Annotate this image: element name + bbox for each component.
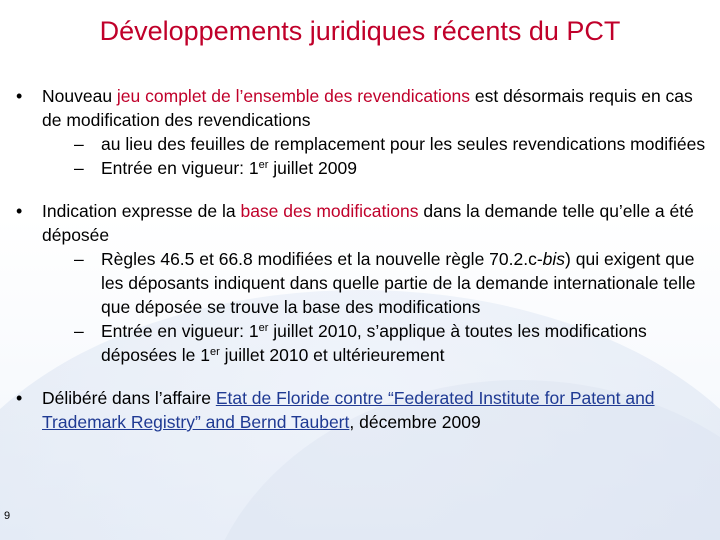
sub-bullet-text: Entrée en vigueur: 1 bbox=[101, 321, 259, 341]
highlight-text: base des modifications bbox=[240, 201, 419, 221]
superscript: er bbox=[258, 322, 269, 334]
sub-bullet-replacement-sheets bbox=[74, 132, 706, 156]
sub-bullet-text: juillet 2010, s’applique à toutes les modifications déposées le 1 bbox=[101, 321, 647, 365]
bullet-text: Délibéré dans l’affaire bbox=[42, 388, 216, 408]
sub-bullet-text: au lieu des feuilles de remplacement pour les seules revendications modifiées bbox=[101, 134, 706, 154]
bullet-text: est désormais requis en cas de modification des revendications bbox=[42, 86, 693, 130]
sub-bullet-effective-date-2009 bbox=[74, 156, 706, 180]
slide-content bbox=[16, 84, 706, 453]
sub-bullet-text: juillet 2009 bbox=[268, 158, 357, 178]
superscript: er bbox=[258, 159, 269, 171]
bullet-florida-case bbox=[16, 386, 706, 434]
sub-bullet-text: Règles 46.5 et 66.8 modifiées et la nouvelle règle 70.2.c- bbox=[101, 249, 543, 269]
page-number: 9 bbox=[4, 510, 11, 522]
sub-bullet-effective-date-2010 bbox=[74, 319, 706, 367]
highlight-text: jeu complet de l’ensemble des revendications bbox=[116, 86, 471, 106]
bullet-text: Indication expresse de la bbox=[42, 201, 241, 221]
italic-text: bis bbox=[542, 249, 566, 269]
case-link[interactable]: Etat de Floride contre “Federated Institute for Patent and Trademark Registry” and Bernd Taubert bbox=[42, 388, 655, 432]
bullet-full-claims-set bbox=[16, 84, 706, 180]
bullet-basis-of-amendments bbox=[16, 199, 706, 367]
sub-bullet-text: Entrée en vigueur: 1 bbox=[101, 158, 259, 178]
superscript: er bbox=[209, 346, 220, 358]
slide-title: Développements juridiques récents du PCT bbox=[99, 16, 621, 46]
sub-bullet-text: juillet 2010 et ultérieurement bbox=[219, 345, 445, 365]
sub-bullet-rules-modified bbox=[74, 247, 706, 319]
bullet-text: dans la demande telle qu’elle a été déposée bbox=[42, 201, 694, 245]
sub-bullet-text: ) qui exigent que les déposants indiquent dans quelle partie de la demande internationale telle que déposée se trouve la base des modifications bbox=[101, 249, 696, 317]
bullet-text: Nouveau bbox=[42, 86, 117, 106]
bullet-text: , décembre 2009 bbox=[349, 412, 481, 432]
